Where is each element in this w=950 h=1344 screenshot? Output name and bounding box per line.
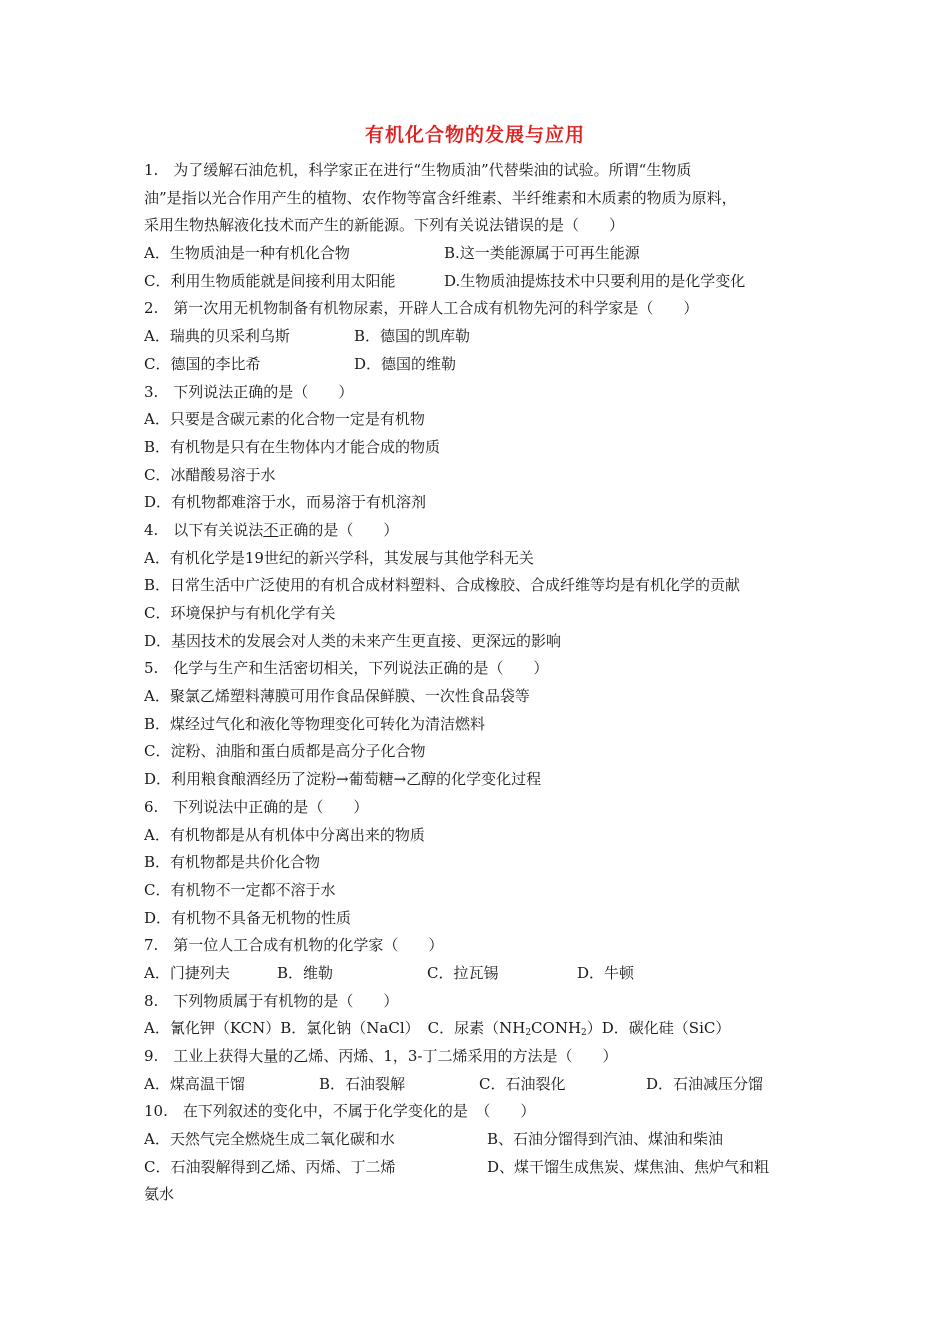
q4-option-d: D．基因技术的发展会对人类的未来产生更直接、更深远的影响 bbox=[144, 631, 562, 650]
q1-option-c: C．利用生物质能就是间接利用太阳能 bbox=[144, 271, 396, 290]
q1-stem-line-2: 油”是指以光合作用产生的植物、农作物等富含纤维素、半纤维素和木质素的物质为原料， bbox=[144, 188, 737, 207]
page-title: 有机化合物的发展与应用 bbox=[364, 124, 585, 146]
q7-option-d: D．牛顿 bbox=[577, 963, 635, 982]
q8-option-c-post: ） bbox=[586, 1019, 602, 1038]
q5-option-a: A．聚氯乙烯塑料薄膜可用作食品保鲜膜、一次性食品袋等 bbox=[144, 687, 530, 706]
q10-options-row-2 bbox=[144, 1154, 812, 1182]
q3-option-b: B．有机物是只有在生物体内才能合成的物质 bbox=[144, 437, 441, 456]
q8-option-c-sub2: 2 bbox=[581, 1028, 587, 1039]
q7-option-a: A．门捷列夫 bbox=[144, 963, 230, 982]
q8-option-c-mid: CONH bbox=[531, 1019, 582, 1038]
q6-stem: 6. 下列说法中正确的是（ ） bbox=[144, 797, 369, 816]
q2-option-c: C．德国的李比希 bbox=[144, 354, 261, 373]
q7-stem: 7. 第一位人工合成有机物的化学家（ ） bbox=[144, 936, 444, 955]
q1-option-a: A．生物质油是一种有机化合物 bbox=[144, 244, 350, 263]
q9-options-row bbox=[144, 1071, 812, 1099]
q3-option-d: D．有机物都难溶于水，而易溶于有机溶剂 bbox=[144, 493, 427, 512]
q8-option-c bbox=[428, 1015, 602, 1043]
q9-option-d: D．石油减压分馏 bbox=[646, 1074, 764, 1093]
q2-option-a: A．瑞典的贝采利乌斯 bbox=[144, 327, 290, 346]
q9-option-c: C．石油裂化 bbox=[479, 1074, 566, 1093]
q5-option-c: C．淀粉、油脂和蛋白质都是高分子化合物 bbox=[144, 742, 426, 761]
q10-stem: 10. 在下列叙述的变化中，不属于化学变化的是 （ ） bbox=[144, 1102, 536, 1121]
q4-stem bbox=[144, 517, 812, 545]
q7-option-c: C．拉瓦锡 bbox=[427, 963, 499, 982]
q8-option-c-pre: C．尿素（NH bbox=[427, 1019, 526, 1038]
q8-option-a: A．氰化钾（KCN） bbox=[144, 1019, 281, 1038]
q2-options-row-1 bbox=[144, 323, 812, 351]
q3-option-a: A．只要是含碳元素的化合物一定是有机物 bbox=[144, 410, 425, 429]
q6-option-c: C．有机物不一定都不溶于水 bbox=[144, 880, 336, 899]
q10-option-b: B、石油分馏得到汽油、煤油和柴油 bbox=[487, 1130, 724, 1149]
q7-options-row bbox=[144, 960, 812, 988]
q7-option-b: B．维勒 bbox=[277, 963, 334, 982]
q1-stem-line-1: 1. 为了缓解石油危机，科学家正在进行“生物质油”代替柴油的试验。所谓“生物质 bbox=[144, 161, 692, 179]
q5-stem: 5. 化学与生产和生活密切相关，下列说法正确的是（ ） bbox=[144, 659, 549, 678]
q1-options-row-2 bbox=[144, 268, 812, 296]
q8-option-c-sub1: 2 bbox=[525, 1028, 532, 1039]
question-list bbox=[144, 157, 812, 1209]
q10-option-d: D、煤干馏生成焦炭、煤焦油、焦炉气和粗 bbox=[487, 1157, 770, 1176]
q1-option-d: D.生物质油提炼技术中只要利用的是化学变化 bbox=[444, 271, 746, 290]
q6-option-b: B．有机物都是共价化合物 bbox=[144, 853, 321, 872]
q4-stem-underlined: 不 bbox=[263, 520, 279, 539]
q4-option-a: A．有机化学是19世纪的新兴学科，其发展与其他学科无关 bbox=[144, 548, 534, 567]
q10-option-c: C．石油裂解得到乙烯、丙烯、丁二烯 bbox=[144, 1157, 396, 1176]
q1-stem-line-3: 采用生物热解液化技术而产生的新能源。下列有关说法错误的是（ ） bbox=[144, 216, 625, 235]
q6-option-d: D．有机物不具备无机物的性质 bbox=[144, 908, 352, 927]
q2-options-row-2 bbox=[144, 351, 812, 379]
q9-option-a: A．煤高温干馏 bbox=[144, 1074, 245, 1093]
q1-option-b: B.这一类能源属于可再生能源 bbox=[444, 244, 640, 263]
q4-option-b: B．日常生活中广泛使用的有机合成材料塑料、合成橡胶、合成纤维等均是有机化学的贡献 bbox=[144, 576, 741, 595]
q10-option-d-continuation: 氨水 bbox=[144, 1185, 175, 1204]
q9-option-b: B．石油裂解 bbox=[319, 1074, 406, 1093]
q5-option-d: D．利用粮食酿酒经历了淀粉→葡萄糖→乙醇的化学变化过程 bbox=[144, 770, 542, 789]
q10-options-row-1 bbox=[144, 1126, 812, 1154]
q9-stem: 9. 工业上获得大量的乙烯、丙烯、1，3-丁二烯采用的方法是（ ） bbox=[144, 1047, 618, 1065]
q1-options-row-1 bbox=[144, 240, 812, 268]
q6-option-a: A．有机物都是从有机体中分离出来的物质 bbox=[144, 825, 425, 844]
q3-stem: 3. 下列说法正确的是（ ） bbox=[144, 382, 354, 401]
q2-option-d: D．德国的维勒 bbox=[354, 354, 457, 373]
q4-option-c: C．环境保护与有机化学有关 bbox=[144, 604, 336, 622]
q8-option-d: D．碳化硅（SiC） bbox=[601, 1019, 731, 1038]
q8-option-b: B．氯化钠（NaCl） bbox=[280, 1019, 420, 1038]
q8-stem: 8. 下列物质属于有机物的是（ ） bbox=[144, 991, 399, 1010]
q10-option-a: A．天然气完全燃烧生成二氧化碳和水 bbox=[144, 1130, 395, 1149]
q4-stem-pre: 4. 以下有关说法 bbox=[144, 520, 264, 539]
q3-option-c: C．冰醋酸易溶于水 bbox=[144, 465, 276, 484]
q2-stem: 2. 第一次用无机物制备有机物尿素，开辟人工合成有机物先河的科学家是（ ） bbox=[144, 299, 699, 318]
q8-options-row bbox=[144, 1015, 812, 1043]
q5-option-b: B．煤经过气化和液化等物理变化可转化为清洁燃料 bbox=[144, 714, 486, 733]
q2-option-b: B．德国的凯库勒 bbox=[354, 327, 471, 346]
q4-stem-post: 正确的是（ ） bbox=[278, 520, 399, 539]
